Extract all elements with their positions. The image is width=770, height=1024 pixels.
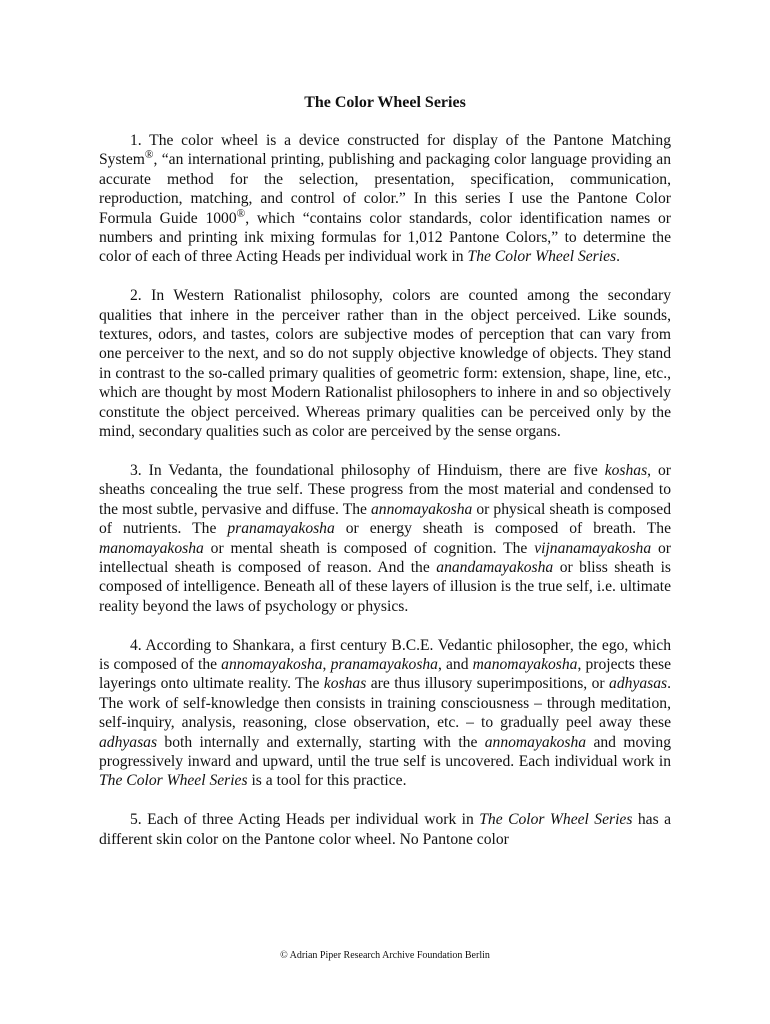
registered-mark: ® <box>236 207 246 220</box>
paragraph-3: 3. In Vedanta, the foundational philosophy of Hinduism, there are five koshas, or sheaths concealing the true self. These progress from the most material and condensed to the most subtle, pervasive and diffuse. The annomayakosha or physical sheath is composed of nutrients. The pranamayakosha or energy sheath is composed of breath. The manomayakosha or mental sheath is composed of cognition. The vijnanamayakosha or intellectual sheath is composed of reason. And the anandamayakosha or bliss sheath is composed of intelligence. Beneath all of these layers of illusion is the true self, i.e. ultimate reality beyond the laws of psychology or physics. <box>99 461 671 615</box>
paragraph-4: 4. According to Shankara, a first century B.C.E. Vedantic philosopher, the ego, which is composed of the annomayakosha, pranamayakosha, and manomayakosha, projects these layerings onto ultimate reality. The koshas are thus illusory superimpositions, or adhyasas. The work of self-knowledge then consists in training consciousness – through meditation, self-inquiry, analysis, reasoning, close observation, etc. – to gradually peel away these adhyasas both internally and externally, starting with the annomayakosha and moving progressively inward and upward, until the true self is uncovered. Each individual work in The Color Wheel Series is a tool for this practice. <box>99 636 672 790</box>
copyright-footer: © Adrian Piper Research Archive Foundation Berlin <box>280 950 490 961</box>
paragraph-2: 2. In Western Rationalist philosophy, colors are counted among the secondary qualities that inhere in the perceiver rather than in the object perceived. Like sounds, textures, odors, and tastes, colors are subjective modes of perception that can vary from one perceiver to the next, and so do not supply objective knowledge of objects. They stand in contrast to the so-called primary qualities of geometric form: extension, shape, line, etc., which are thought by most Modern Rationalist philosophers to inhere in and so objectively constitute the object perceived. Whereas primary qualities can be perceived only by the mind, secondary qualities such as color are perceived by the sense organs. <box>99 287 671 441</box>
document-title: The Color Wheel Series <box>304 94 466 111</box>
registered-mark: ® <box>144 149 154 162</box>
paragraph-1: 1. The color wheel is a device constructed for display of the Pantone Matching System®, “an international printing, publishing and packaging color language providing an accurate method for the selection, presentation, specification, communication, reproduction, matching, and control of color.” In this series I use the Pantone Color Formula Guide 1000®, which “contains color standards, color identification names or numbers and printing ink mixing formulas for 1,012 Pantone Colors,” to determine the color of each of three Acting Heads per individual work in The Color Wheel Series. <box>99 132 671 266</box>
paragraph-5: 5. Each of three Acting Heads per individual work in The Color Wheel Series has a different skin color on the Pantone color wheel. No Pantone color <box>99 811 671 848</box>
document-body <box>99 131 671 868</box>
